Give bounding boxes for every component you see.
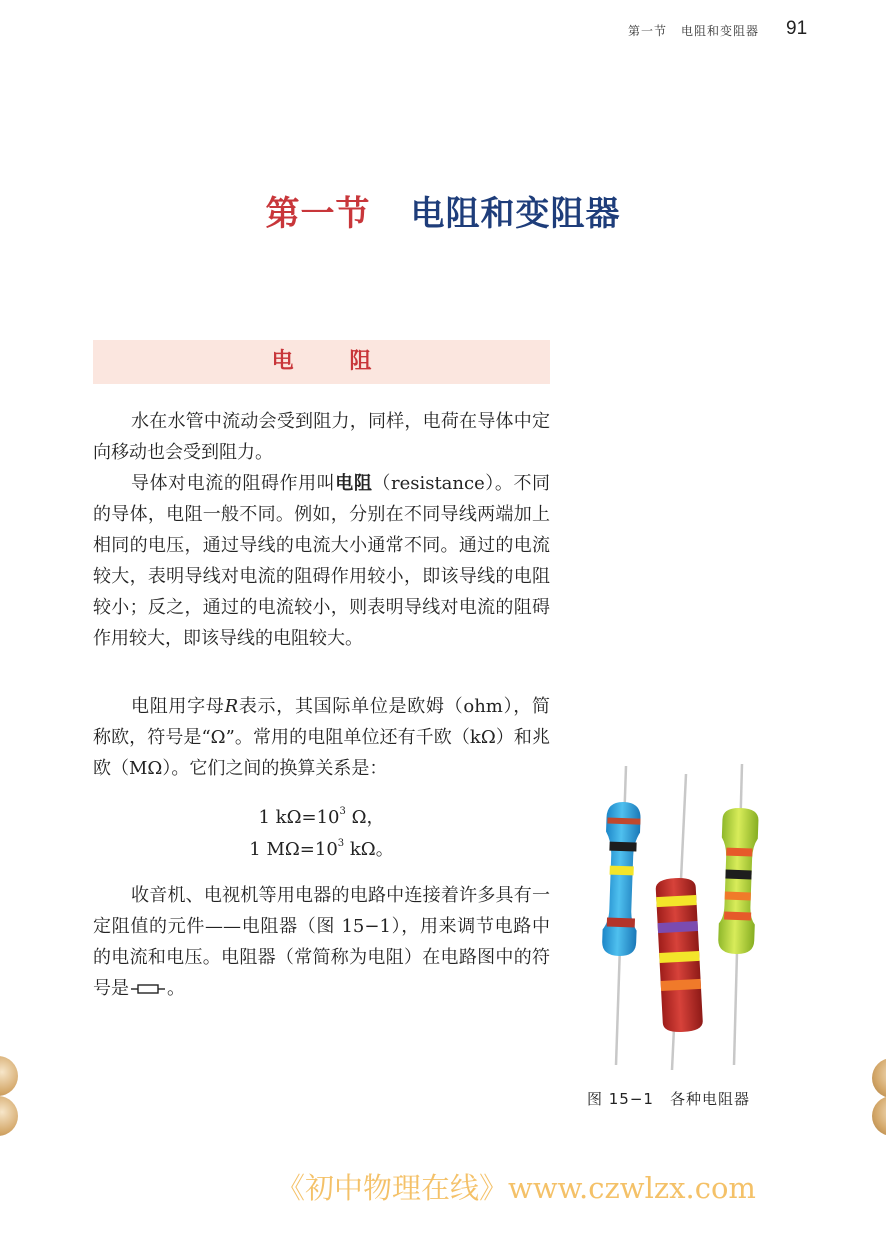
watermark-text: 《初中物理在线》www.czwlzx.com <box>276 1171 756 1205</box>
formula-2-right: kΩ。 <box>344 839 394 860</box>
decorative-coin <box>0 1056 18 1096</box>
formula-1-exponent: 3 <box>339 806 346 817</box>
formula-kilo-ohm <box>93 802 550 833</box>
running-head-section: 第一节 <box>628 24 668 38</box>
figure-caption-text: 各种电阻器 <box>669 1090 750 1108</box>
term-resistance: 电阻 <box>335 473 373 494</box>
chapter-number: 第一节 <box>265 194 371 234</box>
figure-caption <box>587 1088 750 1109</box>
paragraph-3 <box>93 691 550 784</box>
formula-2-left: 1 MΩ=10 <box>249 839 338 860</box>
running-head <box>628 22 759 39</box>
paragraph-4-after: 。 <box>167 978 185 999</box>
formula-2-exponent: 3 <box>337 838 345 849</box>
formula-mega-ohm <box>93 834 550 865</box>
section-heading: 电 阻 <box>271 349 396 374</box>
decorative-coin <box>0 1096 18 1136</box>
resistor-green <box>718 807 759 954</box>
figure-label: 图 15−1 <box>587 1090 654 1108</box>
paragraph-2 <box>93 468 550 654</box>
decorative-coin <box>872 1058 886 1098</box>
section-heading-bar <box>93 340 550 384</box>
resistor-blue <box>602 801 641 956</box>
formula-1-left: 1 kΩ=10 <box>258 807 340 828</box>
paragraph-2-before: 导体对电流的阻碍作用叫 <box>131 473 336 494</box>
chapter-name: 电阻和变阻器 <box>410 194 621 234</box>
paragraph-4-before: 收音机、电视机等用电器的电路中连接着许多具有一定阻值的元件——电阻器（图 15−1），用来调节电路中的电流和电压。电阻器（常简称为电阻）在电路图中的符号是 <box>93 885 550 999</box>
resistor-red <box>655 877 703 1033</box>
chapter-title <box>0 186 886 235</box>
resistor-symbol-icon <box>131 983 165 995</box>
paragraph-2-after: （resistance）。不同的导体，电阻一般不同。例如，分别在不同导线两端加上相同的电压，通过导线的电流大小通常不同。通过的电流较大，表明导线对电流的阻碍作用较小，即该导线的电阻较小；反之，通过的电流较小，则表明导线对电流的阻碍作用较大，即该导线的电阻较大。 <box>93 473 551 649</box>
symbol-R: R <box>224 696 239 717</box>
paragraph-1-text: 水在水管中流动会受到阻力，同样，电荷在导体中定向移动也会受到阻力。 <box>93 411 550 463</box>
decorative-coin <box>872 1096 886 1136</box>
paragraph-4 <box>93 880 550 1004</box>
paragraph-3-after: 表示，其国际单位是欧姆（ohm），简称欧，符号是“Ω”。常用的电阻单位还有千欧（kΩ）和兆欧（MΩ）。它们之间的换算关系是： <box>93 696 551 779</box>
running-head-title: 电阻和变阻器 <box>681 24 760 38</box>
resistors-illustration <box>586 760 786 1072</box>
page-number: 91 <box>786 18 808 39</box>
paragraph-1 <box>93 406 550 468</box>
paragraph-3-before: 电阻用字母 <box>131 696 225 717</box>
formula-1-right: Ω， <box>345 807 385 828</box>
